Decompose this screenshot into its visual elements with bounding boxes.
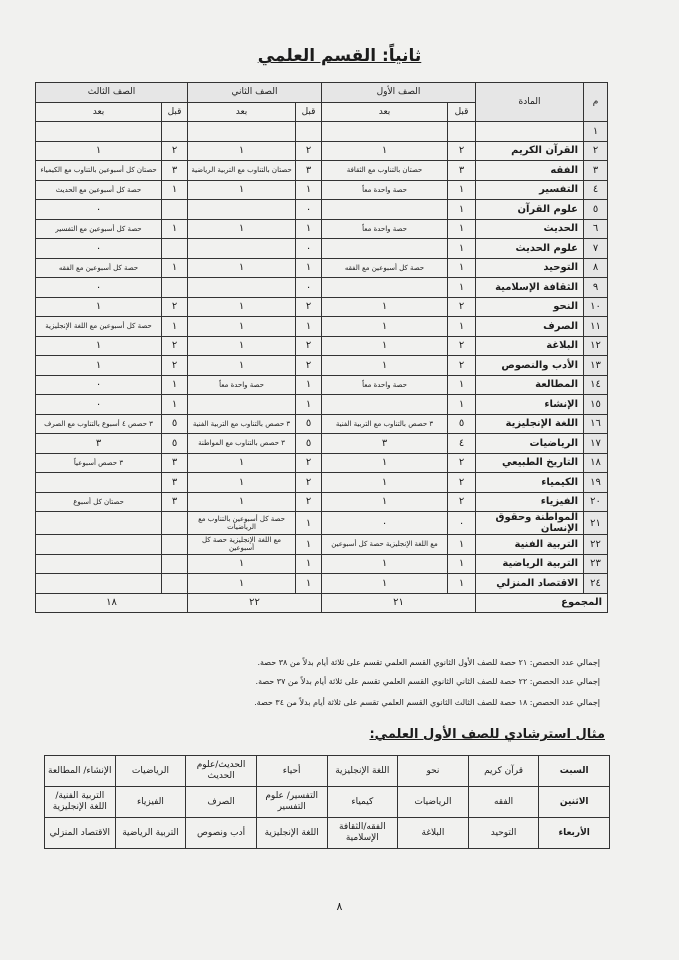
g1-before: ٣	[448, 161, 476, 181]
g2-before: ٢	[296, 297, 322, 317]
row-num: ٢	[584, 141, 608, 161]
g2-after: ١	[188, 141, 296, 161]
page-title: ثانياً: القسم العلمي	[257, 46, 422, 66]
g3-before	[162, 535, 188, 555]
row-num: ٨	[584, 258, 608, 278]
g1-before: ١	[448, 375, 476, 395]
row-num: ١٣	[584, 356, 608, 376]
subject-name: الحديث	[476, 219, 584, 239]
schedule-cell: الصرف	[186, 787, 257, 818]
row-num: ١٤	[584, 375, 608, 395]
table-row	[36, 239, 608, 259]
g1-after: ١	[322, 492, 448, 512]
table-row	[36, 141, 608, 161]
g1-after: ١	[322, 317, 448, 337]
g3-after: حصتان كل أسبوع	[36, 492, 162, 512]
g3-after: ٣ حصص أسبوعياً	[36, 453, 162, 473]
g1-before: ١	[448, 200, 476, 220]
g3-after: حصة كل أسبوعين مع التفسير	[36, 219, 162, 239]
g1-before: ٢	[448, 356, 476, 376]
table-row	[36, 453, 608, 473]
subject-name: التربية الفنية	[476, 535, 584, 555]
table-row	[36, 356, 608, 376]
header-g2-before: قبل	[296, 102, 322, 122]
g2-after: ٣ حصص بالتناوب مع التربية الفنية	[188, 414, 296, 434]
subject-name: المطالعة	[476, 375, 584, 395]
g1-before: ١	[448, 317, 476, 337]
row-num: ١٠	[584, 297, 608, 317]
g3-after: حصة كل أسبوعين مع الفقه	[36, 258, 162, 278]
subject-name: الثقافة الإسلامية	[476, 278, 584, 298]
g2-before: ١	[296, 258, 322, 278]
g1-before: ١	[448, 535, 476, 555]
schedule-table	[44, 755, 610, 849]
header-g2-after: بعد	[188, 102, 296, 122]
g1-after: حصة واحدة معاً	[322, 219, 448, 239]
g2-before: ٢	[296, 453, 322, 473]
schedule-cell: الرياضيات	[115, 756, 186, 787]
g3-before	[162, 574, 188, 594]
schedule-cell: أحياء	[256, 756, 327, 787]
g1-after: حصة واحدة معاً	[322, 375, 448, 395]
g2-after	[188, 239, 296, 259]
g2-after: ١	[188, 297, 296, 317]
g3-before: ٥	[162, 434, 188, 454]
header-grade1: الصف الأول	[322, 83, 476, 103]
subject-name: الأدب والنصوص	[476, 356, 584, 376]
subject-name: علوم الحديث	[476, 239, 584, 259]
g2-before: ٢	[296, 141, 322, 161]
row-num: ١٧	[584, 434, 608, 454]
subject-name: اللغة الإنجليزية	[476, 414, 584, 434]
g1-after: ١	[322, 356, 448, 376]
g3-after	[36, 574, 162, 594]
g2-after	[188, 395, 296, 415]
g1-before: ١	[448, 239, 476, 259]
g2-after: ١	[188, 492, 296, 512]
schedule-cell: نحو	[398, 756, 469, 787]
subject-name: الفيزياء	[476, 492, 584, 512]
schedule-row	[45, 787, 610, 818]
g1-before: ١	[448, 278, 476, 298]
g3-before: ٢	[162, 141, 188, 161]
g3-after	[36, 535, 162, 555]
g2-after: ١	[188, 258, 296, 278]
g3-after: ٠	[36, 278, 162, 298]
table-row	[36, 473, 608, 493]
header-g3-before: قبل	[162, 102, 188, 122]
subject-name: التربية الرياضية	[476, 554, 584, 574]
subject-name	[476, 122, 584, 142]
g2-after	[188, 200, 296, 220]
subject-name: الرياضيات	[476, 434, 584, 454]
row-num: ١٨	[584, 453, 608, 473]
header-grade3: الصف الثالث	[36, 83, 188, 103]
g3-before: ٣	[162, 453, 188, 473]
table-row	[36, 297, 608, 317]
table-row	[36, 375, 608, 395]
g1-before: ٢	[448, 492, 476, 512]
schedule-day: السبت	[539, 756, 610, 787]
row-num: ٧	[584, 239, 608, 259]
schedule-cell: الحديث/علوم الحديث	[186, 756, 257, 787]
g1-after: ١	[322, 574, 448, 594]
schedule-cell: الاقتصاد المنزلي	[45, 818, 116, 849]
row-num: ٢١	[584, 512, 608, 535]
subject-name: الكيمياء	[476, 473, 584, 493]
row-num: ١٦	[584, 414, 608, 434]
g3-before: ٢	[162, 297, 188, 317]
g1-after: مع اللغة الإنجليزية حصة كل أسبوعين	[322, 535, 448, 555]
schedule-row	[45, 818, 610, 849]
header-g1-before: قبل	[448, 102, 476, 122]
g2-after: ١	[188, 336, 296, 356]
row-num: ٢٤	[584, 574, 608, 594]
schedule-row	[45, 756, 610, 787]
g1-after: ٠	[322, 512, 448, 535]
g3-after: ٠	[36, 375, 162, 395]
g1-before: ٢	[448, 141, 476, 161]
table-row	[36, 535, 608, 555]
g3-before: ١	[162, 395, 188, 415]
g1-after: ١	[322, 141, 448, 161]
g2-after: حصة واحدة معاً	[188, 375, 296, 395]
g2-before: ٣	[296, 161, 322, 181]
g3-before: ٢	[162, 336, 188, 356]
g2-before: ٠	[296, 239, 322, 259]
row-num: ٩	[584, 278, 608, 298]
row-num: ١١	[584, 317, 608, 337]
g3-after: ١	[36, 356, 162, 376]
g2-before: ١	[296, 535, 322, 555]
g3-before	[162, 200, 188, 220]
g1-after	[322, 395, 448, 415]
table-row	[36, 122, 608, 142]
g2-after: ١	[188, 219, 296, 239]
g1-after	[322, 239, 448, 259]
schedule-cell: الفقه/الثقافة الإسلامية	[327, 818, 398, 849]
schedule-title: مثال استرشادي للصف الأول العلمي:	[369, 727, 605, 742]
row-num: ٢٢	[584, 535, 608, 555]
g2-before: ١	[296, 512, 322, 535]
total-grade3: ١٨	[36, 593, 188, 613]
g2-after: ١	[188, 317, 296, 337]
g1-after: ٣ حصص بالتناوب مع التربية الفنية	[322, 414, 448, 434]
g3-after: حصة كل أسبوعين مع الحديث	[36, 180, 162, 200]
g1-after: ١	[322, 554, 448, 574]
g1-after: ٣	[322, 434, 448, 454]
g2-before: ٢	[296, 473, 322, 493]
g1-after: ١	[322, 473, 448, 493]
g1-before: ١	[448, 395, 476, 415]
table-row	[36, 336, 608, 356]
g1-before: ٢	[448, 297, 476, 317]
schedule-day: الاثنين	[539, 787, 610, 818]
note-grade3: إجمالي عدد الحصص: ١٨ حصة للصف الثالث الثانوي القسم العلمي تقسم على ثلاثة أيام بدلاً من ٣٤ حصة.	[254, 698, 600, 707]
g1-before: ٥	[448, 414, 476, 434]
g3-after: ١	[36, 141, 162, 161]
g2-after: حصة كل أسبوعين بالتناوب مع الرياضيات	[188, 512, 296, 535]
schedule-cell: أدب ونصوص	[186, 818, 257, 849]
g1-after: حصتان بالتناوب مع الثقافة	[322, 161, 448, 181]
g3-before: ١	[162, 219, 188, 239]
g2-before: ٥	[296, 434, 322, 454]
subject-name: الإنشاء	[476, 395, 584, 415]
g3-after: ٣	[36, 434, 162, 454]
subject-name: البلاغة	[476, 336, 584, 356]
g2-before	[296, 122, 322, 142]
row-num: ١٢	[584, 336, 608, 356]
total-label: المجموع	[476, 593, 608, 613]
g1-after: حصة كل أسبوعين مع الفقه	[322, 258, 448, 278]
note-grade1: إجمالي عدد الحصص: ٢١ حصة للصف الأول الثانوي القسم العلمي تقسم على ثلاثة أيام بدلاً من ٣٨ حصة.	[257, 658, 600, 667]
g2-before: ٢	[296, 336, 322, 356]
g3-before	[162, 278, 188, 298]
subject-name: التفسير	[476, 180, 584, 200]
g2-after: ١	[188, 180, 296, 200]
schedule-cell: الفقه	[468, 787, 539, 818]
header-grade2: الصف الثاني	[188, 83, 322, 103]
subject-name: التوحيد	[476, 258, 584, 278]
row-num: ١	[584, 122, 608, 142]
g2-before: ٥	[296, 414, 322, 434]
g3-before: ٣	[162, 161, 188, 181]
schedule-cell: قرآن كريم	[468, 756, 539, 787]
total-grade2: ٢٢	[188, 593, 322, 613]
g2-after: ١	[188, 356, 296, 376]
schedule-day: الأربعاء	[539, 818, 610, 849]
g2-before: ٠	[296, 200, 322, 220]
g3-before	[162, 554, 188, 574]
subject-name: التاريخ الطبيعي	[476, 453, 584, 473]
g2-before: ١	[296, 180, 322, 200]
g3-after: حصتان كل أسبوعين بالتناوب مع الكيمياء	[36, 161, 162, 181]
schedule-cell: الفيزياء	[115, 787, 186, 818]
subject-name: المواطنة وحقوق الإنسان	[476, 512, 584, 535]
g2-before: ١	[296, 554, 322, 574]
schedule-cell: البلاغة	[398, 818, 469, 849]
g1-before: ١	[448, 219, 476, 239]
g3-after: حصة كل أسبوعين مع اللغة الإنجليزية	[36, 317, 162, 337]
g2-after: ١	[188, 473, 296, 493]
header-g1-after: بعد	[322, 102, 448, 122]
g1-after	[322, 200, 448, 220]
g3-after	[36, 122, 162, 142]
schedule-cell: التربية الفنية/ اللغة الإنجليزية	[45, 787, 116, 818]
schedule-cell: التفسير/ علوم التفسير	[256, 787, 327, 818]
g2-before: ١	[296, 317, 322, 337]
g3-before: ١	[162, 375, 188, 395]
subject-name: علوم القرآن	[476, 200, 584, 220]
g1-before: ٢	[448, 453, 476, 473]
table-row	[36, 395, 608, 415]
g3-after: ٠	[36, 239, 162, 259]
subject-name: الصرف	[476, 317, 584, 337]
header-subject: المادة	[476, 83, 584, 122]
g3-after: ٠	[36, 200, 162, 220]
g1-before	[448, 122, 476, 142]
g2-before: ٢	[296, 356, 322, 376]
g3-before	[162, 239, 188, 259]
g3-before: ٣	[162, 473, 188, 493]
g2-before: ١	[296, 574, 322, 594]
subjects-table	[35, 82, 608, 613]
table-row	[36, 278, 608, 298]
schedule-cell: كيمياء	[327, 787, 398, 818]
subject-name: القرآن الكريم	[476, 141, 584, 161]
row-num: ٣	[584, 161, 608, 181]
table-row	[36, 414, 608, 434]
table-row	[36, 512, 608, 535]
g1-after: حصة واحدة معاً	[322, 180, 448, 200]
table-row	[36, 317, 608, 337]
schedule-cell: اللغة الإنجليزية	[256, 818, 327, 849]
row-num: ١٥	[584, 395, 608, 415]
header-g3-after: بعد	[36, 102, 162, 122]
schedule-cell: اللغة الإنجليزية	[327, 756, 398, 787]
table-row	[36, 219, 608, 239]
g2-after	[188, 278, 296, 298]
g2-after	[188, 122, 296, 142]
g3-after: ٣ حصص ٤ أسبوع بالتناوب مع الصرف	[36, 414, 162, 434]
g3-before: ٣	[162, 492, 188, 512]
table-row	[36, 554, 608, 574]
row-num: ٢٠	[584, 492, 608, 512]
g1-after	[322, 278, 448, 298]
subject-name: النحو	[476, 297, 584, 317]
g3-before: ١	[162, 317, 188, 337]
schedule-cell: التوحيد	[468, 818, 539, 849]
table-row	[36, 200, 608, 220]
row-num: ٤	[584, 180, 608, 200]
g1-after: ١	[322, 336, 448, 356]
row-num: ٥	[584, 200, 608, 220]
table-row	[36, 492, 608, 512]
table-row	[36, 434, 608, 454]
g2-after: ٣ حصص بالتناوب مع المواطنة	[188, 434, 296, 454]
row-num: ٦	[584, 219, 608, 239]
g1-before: ٤	[448, 434, 476, 454]
g3-after: ٠	[36, 395, 162, 415]
g2-before: ٢	[296, 492, 322, 512]
g1-before: ٢	[448, 473, 476, 493]
g2-after: ١	[188, 453, 296, 473]
g1-before: ١	[448, 574, 476, 594]
g3-after	[36, 473, 162, 493]
g3-after: ١	[36, 336, 162, 356]
g3-before	[162, 512, 188, 535]
g1-after: ١	[322, 453, 448, 473]
subject-name: الفقه	[476, 161, 584, 181]
g1-before: ١	[448, 258, 476, 278]
table-row	[36, 161, 608, 181]
g3-after	[36, 512, 162, 535]
g1-after: ١	[322, 297, 448, 317]
row-num: ١٩	[584, 473, 608, 493]
g1-before: ٠	[448, 512, 476, 535]
g3-before: ٢	[162, 356, 188, 376]
g1-after	[322, 122, 448, 142]
g1-before: ١	[448, 180, 476, 200]
g2-before: ١	[296, 375, 322, 395]
schedule-cell: التربية الرياضية	[115, 818, 186, 849]
table-row	[36, 258, 608, 278]
g3-before: ٥	[162, 414, 188, 434]
subject-name: الاقتصاد المنزلي	[476, 574, 584, 594]
g2-after: ١	[188, 574, 296, 594]
table-row	[36, 574, 608, 594]
g2-before: ١	[296, 395, 322, 415]
g1-before: ١	[448, 554, 476, 574]
page-number: ٨	[336, 900, 343, 913]
schedule-cell: الإنشاء/ المطالعة	[45, 756, 116, 787]
g2-after: ١	[188, 554, 296, 574]
table-row	[36, 180, 608, 200]
g1-before: ٢	[448, 336, 476, 356]
g3-after: ١	[36, 297, 162, 317]
g3-before	[162, 122, 188, 142]
total-grade1: ٢١	[322, 593, 476, 613]
header-num: م	[584, 83, 608, 122]
g2-before: ٠	[296, 278, 322, 298]
g3-after	[36, 554, 162, 574]
g2-after: حصتان بالتناوب مع التربية الرياضية	[188, 161, 296, 181]
note-grade2: إجمالي عدد الحصص: ٢٢ حصة للصف الثاني الثانوي القسم العلمي تقسم على ثلاثة أيام بدلاً من ٣٧ حصة.	[255, 677, 600, 686]
g2-after: مع اللغة الإنجليزية حصة كل أسبوعين	[188, 535, 296, 555]
row-num: ٢٣	[584, 554, 608, 574]
schedule-cell: الرياضيات	[398, 787, 469, 818]
g3-before: ١	[162, 258, 188, 278]
g3-before: ١	[162, 180, 188, 200]
g2-before: ١	[296, 219, 322, 239]
